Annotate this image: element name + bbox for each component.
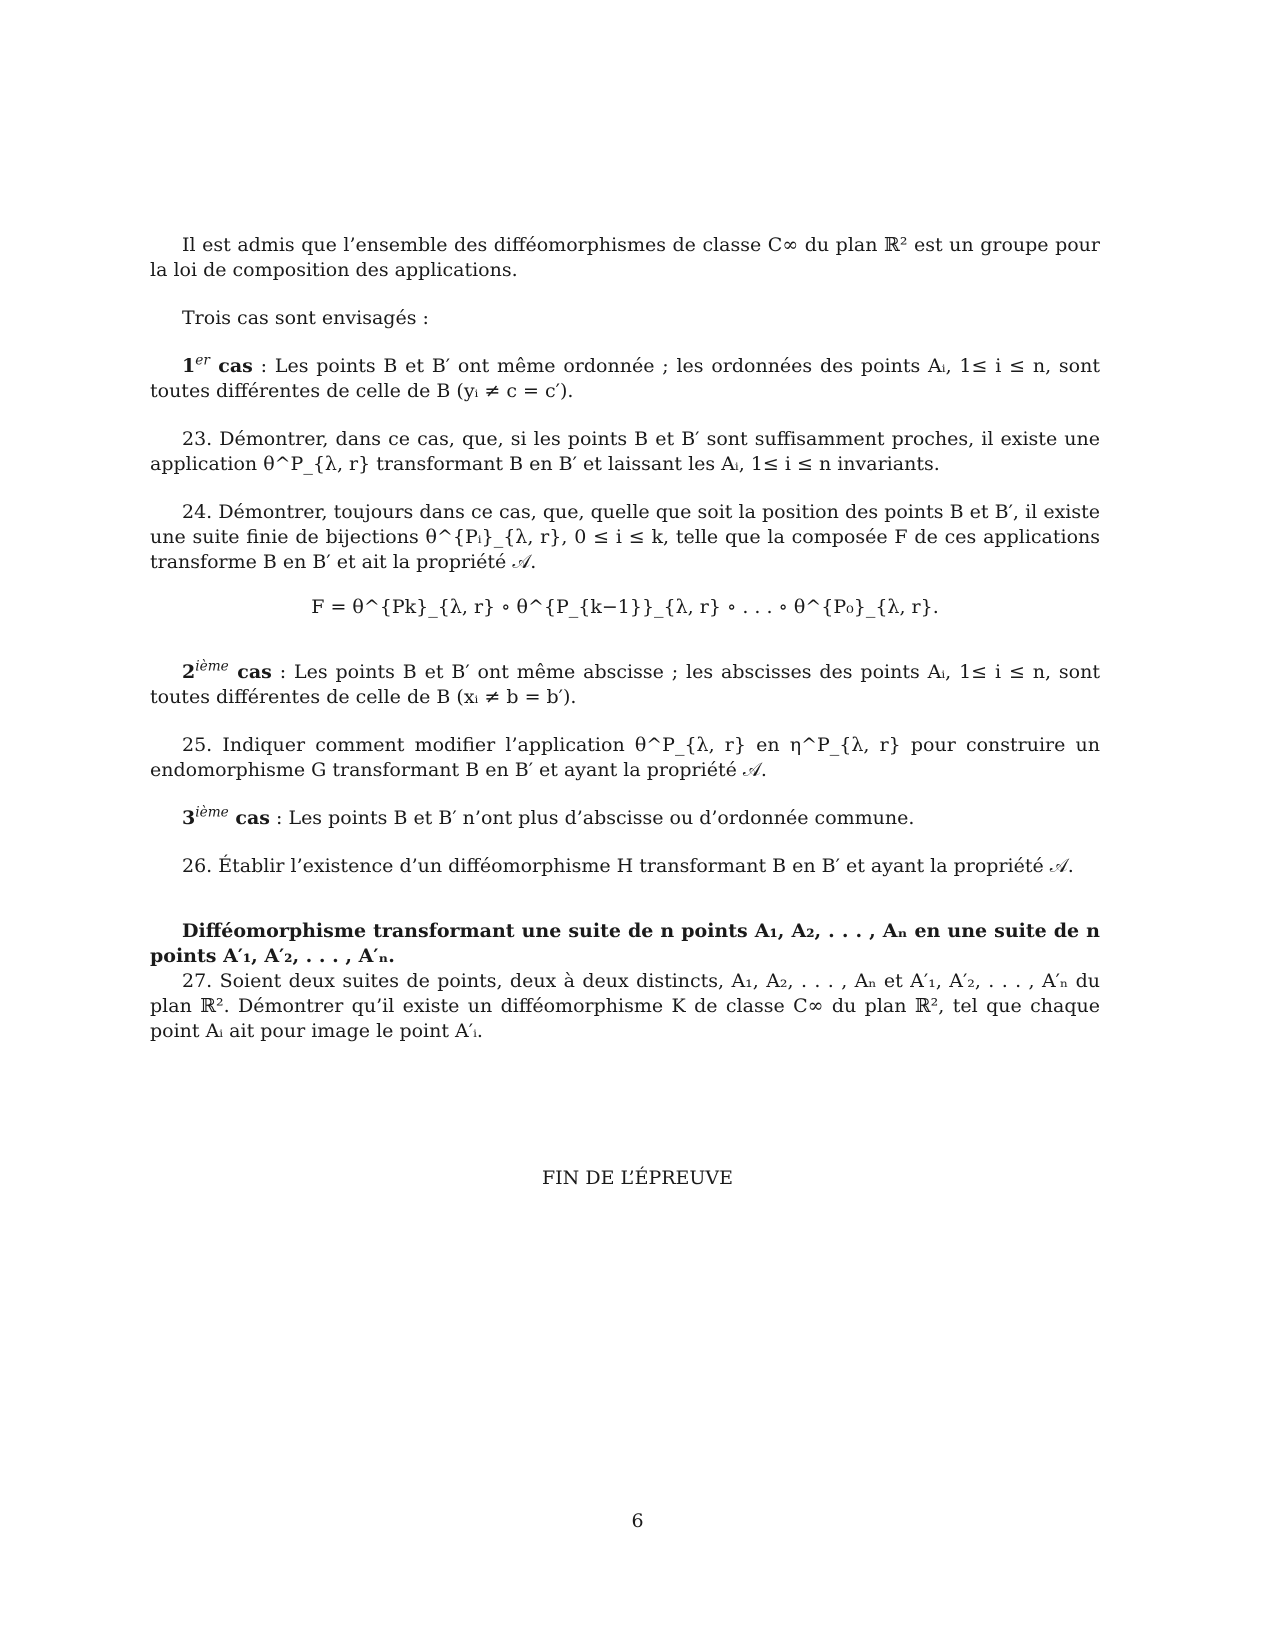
case1-paragraph xyxy=(150,354,1100,404)
case3-heading: 3ième cas xyxy=(182,804,270,829)
case2-heading: 2ième cas xyxy=(182,658,272,683)
question-25: 25. Indiquer comment modifier l’application θ^P_{λ, r} en η^P_{λ, r} pour construire un endomorphisme G transformant B en B′ et ayant la propriété 𝒜. xyxy=(150,734,1100,781)
case1-text: : Les points B et B′ ont même ordonnée ; les ordonnées des points Aᵢ, 1≤ i ≤ n, sont toutes différentes de celle de B (yᵢ ≠ c = c′). xyxy=(150,355,1100,402)
question-23: 23. Démontrer, dans ce cas, que, si les points B et B′ sont suffisamment proches, il existe une application θ^P_{λ, r} transformant B en B′ et laissant les Aᵢ, 1≤ i ≤ n invariants. xyxy=(150,428,1100,475)
case3-text: : Les points B et B′ n’ont plus d’abscisse ou d’ordonnée commune. xyxy=(269,807,915,829)
page-number: 6 xyxy=(631,1510,644,1532)
case1-heading: 1er cas xyxy=(182,352,253,377)
question-24: 24. Démontrer, toujours dans ce cas, que, quelle que soit la position des points B et B′, il existe une suite finie de bijections θ^{Pᵢ}_{λ, r}, 0 ≤ i ≤ k, telle que la composée F de ces applications transforme B en B′ et ait la propriété 𝒜. xyxy=(150,501,1100,573)
question-26: 26. Établir l’existence d’un difféomorphisme H transformant B en B′ et ayant la propriété 𝒜. xyxy=(182,855,1074,877)
page-content xyxy=(150,233,1100,1044)
section-title: Difféomorphisme transformant une suite de n points A₁, A₂, . . . , Aₙ en une suite de n points A′₁, A′₂, . . . , A′ₙ. xyxy=(150,920,1100,967)
case2-paragraph xyxy=(150,660,1100,710)
composition-formula: F = θ^{Pk}_{λ, r} ∘ θ^{P_{k−1}}_{λ, r} ∘ . . . ∘ θ^{P₀}_{λ, r}. xyxy=(311,596,939,618)
end-of-exam: FIN DE L’ÉPREUVE xyxy=(541,1167,734,1189)
cases-intro: Trois cas sont envisagés : xyxy=(182,307,429,329)
case3-paragraph xyxy=(150,806,1100,831)
question-27: 27. Soient deux suites de points, deux à deux distincts, A₁, A₂, . . . , Aₙ et A′₁, A′₂, . . . , A′ₙ du plan ℝ². Démontrer qu’il existe un difféomorphisme K de classe C∞ du plan ℝ², tel que chaque point Aᵢ ait pour image le point A′ᵢ. xyxy=(150,970,1100,1042)
case2-text: : Les points B et B′ ont même abscisse ; les abscisses des points Aᵢ, 1≤ i ≤ n, sont toutes différentes de celle de B (xᵢ ≠ b = b′). xyxy=(150,661,1100,708)
intro-paragraph: Il est admis que l’ensemble des difféomorphismes de classe C∞ du plan ℝ² est un groupe pour la loi de composition des applications. xyxy=(150,234,1100,281)
